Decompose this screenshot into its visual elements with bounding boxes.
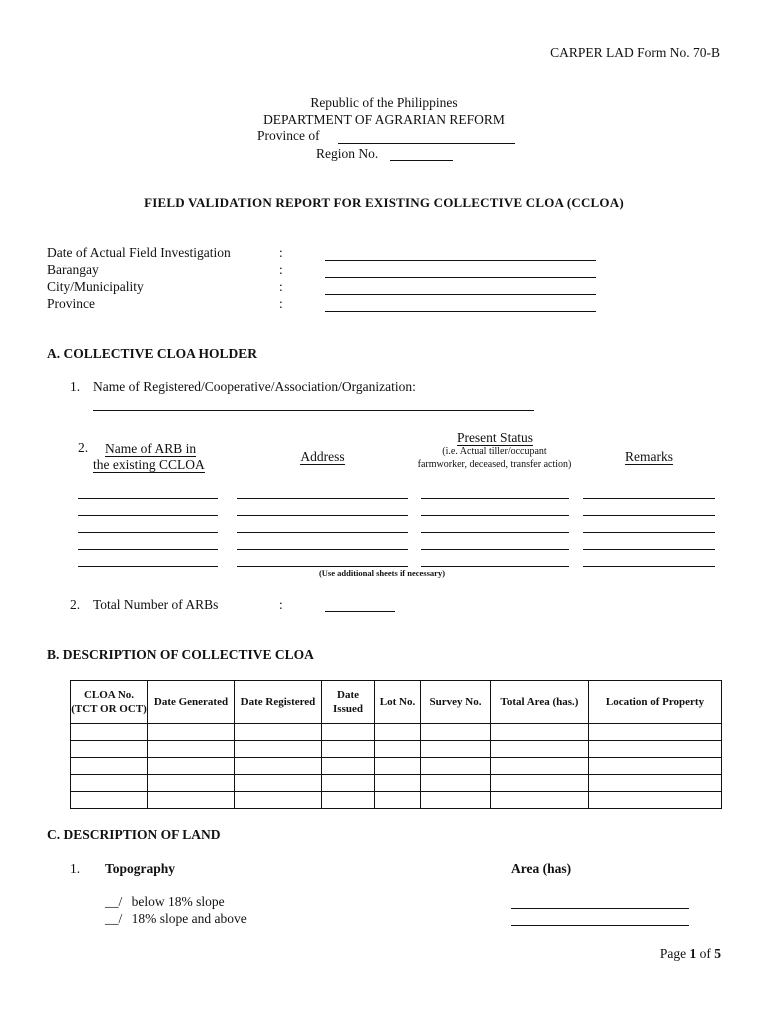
present-status-header: Present Status xyxy=(456,430,534,445)
field-line-province[interactable] xyxy=(325,311,596,312)
of-word: of xyxy=(699,946,711,961)
remarks-header: Remarks xyxy=(625,449,673,464)
field-line-date[interactable] xyxy=(325,260,596,261)
field-line-barangay[interactable] xyxy=(325,277,596,278)
region-line[interactable] xyxy=(390,160,453,161)
arb-remarks-line[interactable] xyxy=(583,498,715,499)
table-cell[interactable] xyxy=(148,758,235,775)
arb-remarks-line[interactable] xyxy=(583,515,715,516)
topography-label: Topography xyxy=(105,861,176,876)
table-cell[interactable] xyxy=(589,758,722,775)
table-cell[interactable] xyxy=(148,724,235,741)
department-label: DEPARTMENT OF AGRARIAN REFORM xyxy=(263,111,505,127)
table-cell[interactable] xyxy=(375,792,421,809)
table-row xyxy=(71,792,722,809)
field-label-city: City/Municipality xyxy=(47,279,144,294)
arb-status-line[interactable] xyxy=(421,498,569,499)
slope-option-label: 18% slope and above xyxy=(131,911,247,926)
table-cell[interactable] xyxy=(322,724,375,741)
total-arbs-line[interactable] xyxy=(325,611,395,612)
table-header-row xyxy=(71,681,722,724)
arb-name-line[interactable] xyxy=(78,498,218,499)
table-cell[interactable] xyxy=(148,741,235,758)
present-status-note: (i.e. Actual tiller/occupant farmworker, deceased, transfer action) xyxy=(417,446,572,470)
slope-option-label: below 18% slope xyxy=(131,894,225,909)
arb-name-line[interactable] xyxy=(78,549,218,550)
table-cell[interactable] xyxy=(235,758,322,775)
item-number: 1. xyxy=(70,379,81,394)
field-label-barangay: Barangay xyxy=(47,262,99,277)
slope-option-above[interactable] xyxy=(105,911,247,927)
province-header-line[interactable] xyxy=(338,143,515,144)
table-cell[interactable] xyxy=(322,792,375,809)
field-colon: : xyxy=(279,262,283,277)
table-cell[interactable] xyxy=(235,775,322,792)
table-cell[interactable] xyxy=(235,792,322,809)
page-word: Page xyxy=(659,946,687,961)
arb-status-line[interactable] xyxy=(421,549,569,550)
table-cell[interactable] xyxy=(589,792,722,809)
table-cell[interactable] xyxy=(148,775,235,792)
table-cell[interactable] xyxy=(71,741,148,758)
arb-address-line[interactable] xyxy=(237,566,408,567)
table-cell[interactable] xyxy=(491,792,589,809)
arb-name-line[interactable] xyxy=(78,566,218,567)
table-cell[interactable] xyxy=(322,741,375,758)
arb-name-line[interactable] xyxy=(78,515,218,516)
field-colon: : xyxy=(279,245,283,260)
table-cell[interactable] xyxy=(375,724,421,741)
table-cell[interactable] xyxy=(322,775,375,792)
topography-item-number: 1. xyxy=(70,861,81,876)
table-cell[interactable] xyxy=(491,741,589,758)
region-label: Region No. xyxy=(316,146,379,161)
table-row xyxy=(71,775,722,792)
table-cell[interactable] xyxy=(589,775,722,792)
table-cell[interactable] xyxy=(421,775,491,792)
column-header: Survey No. xyxy=(421,681,491,724)
total-item-number: 2. xyxy=(70,597,81,612)
table-cell[interactable] xyxy=(322,758,375,775)
field-colon: : xyxy=(279,296,283,311)
field-colon: : xyxy=(279,279,283,294)
column-header: Total Area (has.) xyxy=(491,681,589,724)
organization-name-label: Name of Registered/Cooperative/Association/Organization: xyxy=(93,379,416,394)
province-header-label: Province of xyxy=(257,128,320,143)
column-header: Lot No. xyxy=(375,681,421,724)
section-c-heading: C. DESCRIPTION OF LAND xyxy=(47,827,221,842)
column-header: Date Issued xyxy=(322,681,375,724)
table-cell[interactable] xyxy=(421,758,491,775)
area-line-below[interactable] xyxy=(511,908,689,909)
total-arbs-label: Total Number of ARBs xyxy=(93,597,219,612)
table-cell[interactable] xyxy=(421,741,491,758)
table-cell[interactable] xyxy=(235,741,322,758)
table-cell[interactable] xyxy=(148,792,235,809)
table-cell[interactable] xyxy=(71,792,148,809)
column-header: Date Generated xyxy=(148,681,235,724)
field-label-province: Province xyxy=(47,296,95,311)
page-indicator xyxy=(660,946,721,962)
checkbox-mark[interactable]: __/ xyxy=(105,894,123,909)
arb-address-line[interactable] xyxy=(237,549,408,550)
table-row xyxy=(71,724,722,741)
slope-option-below[interactable] xyxy=(105,894,225,910)
page-total: 5 xyxy=(714,946,721,961)
area-has-label: Area (has) xyxy=(511,861,572,876)
arb-address-line[interactable] xyxy=(237,498,408,499)
arb-remarks-line[interactable] xyxy=(583,532,715,533)
arb-remarks-line[interactable] xyxy=(583,549,715,550)
table-cell[interactable] xyxy=(235,724,322,741)
table-row xyxy=(71,758,722,775)
table-row xyxy=(71,741,722,758)
table-cell[interactable] xyxy=(71,775,148,792)
arb-status-line[interactable] xyxy=(421,515,569,516)
arb-item-number: 2. xyxy=(78,440,89,455)
table-cell[interactable] xyxy=(421,792,491,809)
address-header: Address xyxy=(300,449,345,464)
table-cell[interactable] xyxy=(491,758,589,775)
additional-sheets-note: (Use additional sheets if necessary) xyxy=(318,568,446,578)
form-title: FIELD VALIDATION REPORT FOR EXISTING COLLECTIVE CLOA (CCLOA) xyxy=(144,195,624,210)
table-cell[interactable] xyxy=(375,741,421,758)
arb-name-header-line2: the existing CCLOA xyxy=(93,457,205,472)
arb-name-line[interactable] xyxy=(78,532,218,533)
republic-label: Republic of the Philippines xyxy=(310,95,458,110)
document-header xyxy=(0,95,768,128)
table-cell[interactable] xyxy=(71,724,148,741)
form-number: CARPER LAD Form No. 70-B xyxy=(550,45,720,60)
table-cell[interactable] xyxy=(589,724,722,741)
arb-address-line[interactable] xyxy=(237,532,408,533)
table-cell[interactable] xyxy=(491,775,589,792)
area-line-above[interactable] xyxy=(511,925,689,926)
page-current: 1 xyxy=(689,946,697,961)
arb-name-header-line1: Name of ARB in xyxy=(105,441,197,456)
field-colon: : xyxy=(279,597,283,612)
column-header: CLOA No. (TCT OR OCT) xyxy=(71,681,148,724)
table-cell[interactable] xyxy=(589,741,722,758)
table-cell[interactable] xyxy=(421,724,491,741)
arb-address-line[interactable] xyxy=(237,515,408,516)
arb-status-line[interactable] xyxy=(421,566,569,567)
cloa-description-table xyxy=(70,680,722,809)
section-a-heading: A. COLLECTIVE CLOA HOLDER xyxy=(47,346,258,361)
arb-remarks-line[interactable] xyxy=(583,566,715,567)
table-cell[interactable] xyxy=(71,758,148,775)
table-cell[interactable] xyxy=(375,775,421,792)
field-label-date: Date of Actual Field Investigation xyxy=(47,245,231,260)
field-line-city[interactable] xyxy=(325,294,596,295)
organization-name-line[interactable] xyxy=(93,410,534,411)
table-cell[interactable] xyxy=(375,758,421,775)
column-header: Location of Property xyxy=(589,681,722,724)
section-b-heading: B. DESCRIPTION OF COLLECTIVE CLOA xyxy=(47,647,314,662)
table-cell[interactable] xyxy=(491,724,589,741)
column-header: Date Registered xyxy=(235,681,322,724)
arb-status-line[interactable] xyxy=(421,532,569,533)
checkbox-mark[interactable]: __/ xyxy=(105,911,123,926)
